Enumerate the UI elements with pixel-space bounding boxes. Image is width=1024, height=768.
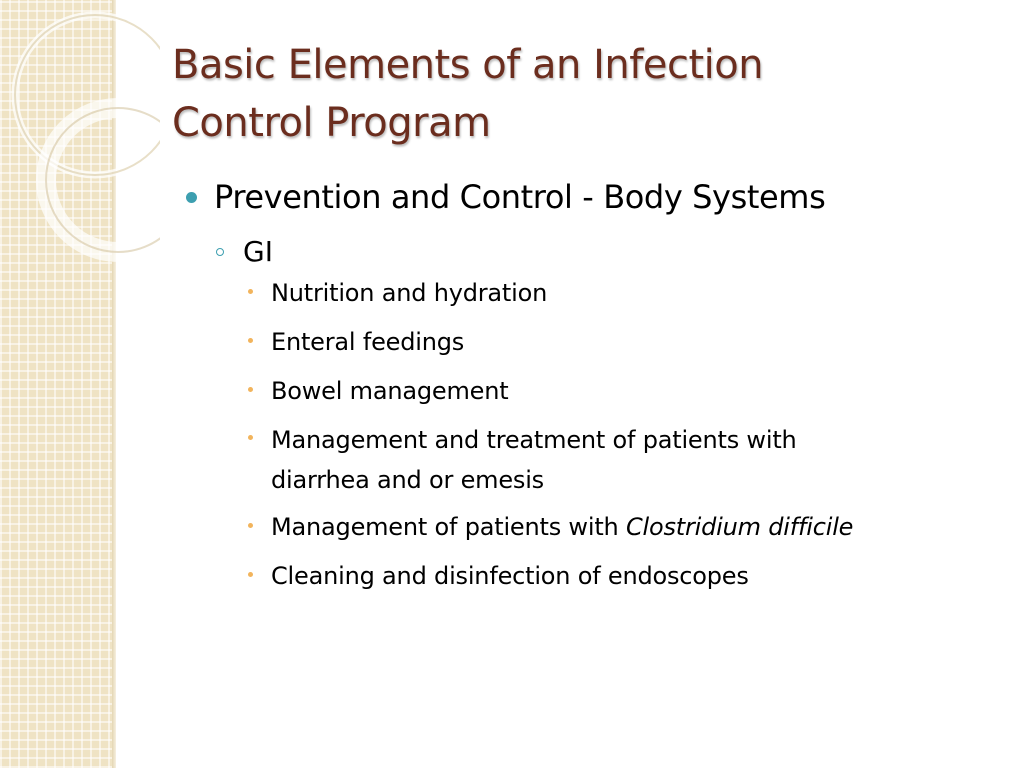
teal-dot-bullet-icon	[186, 192, 197, 203]
list-item	[246, 276, 986, 310]
bullet-level-1-text: Prevention and Control - Body Systems	[214, 178, 826, 216]
bullet-level-3-list	[246, 276, 986, 593]
orange-dot-bullet-icon	[248, 289, 253, 294]
bullet-level-2-text: GI	[243, 235, 273, 268]
slide-content	[186, 174, 986, 608]
list-item	[246, 374, 986, 408]
list-item	[246, 325, 986, 359]
ring-bullet-icon	[216, 248, 224, 256]
decorative-rings-icon	[0, 0, 160, 270]
list-item-text-line-2: diarrhea and or emesis	[271, 466, 544, 494]
title-line-1: Basic Elements of an Infection	[172, 42, 764, 88]
list-item	[246, 510, 986, 544]
orange-dot-bullet-icon	[248, 572, 253, 577]
list-item-text: Enteral feedings	[271, 328, 465, 356]
bullet-level-1	[186, 174, 986, 220]
orange-dot-bullet-icon	[248, 338, 253, 343]
list-item-text: Nutrition and hydration	[271, 279, 548, 307]
orange-dot-bullet-icon	[248, 387, 253, 392]
organism-name-italic: Clostridium difficile	[625, 513, 854, 541]
title-line-2: Control Program	[172, 100, 491, 146]
bullet-level-2	[216, 234, 986, 270]
list-item-text: Cleaning and disinfection of endoscopes	[271, 562, 749, 590]
list-item	[246, 420, 986, 500]
orange-dot-bullet-icon	[248, 523, 253, 528]
slide-title	[172, 36, 972, 152]
list-item-text-line-1: Management and treatment of patients with	[271, 426, 797, 454]
list-item-text: Bowel management	[271, 377, 509, 405]
list-item-text: Management of patients with	[271, 513, 626, 541]
list-item	[246, 559, 986, 593]
orange-dot-bullet-icon	[248, 435, 253, 440]
